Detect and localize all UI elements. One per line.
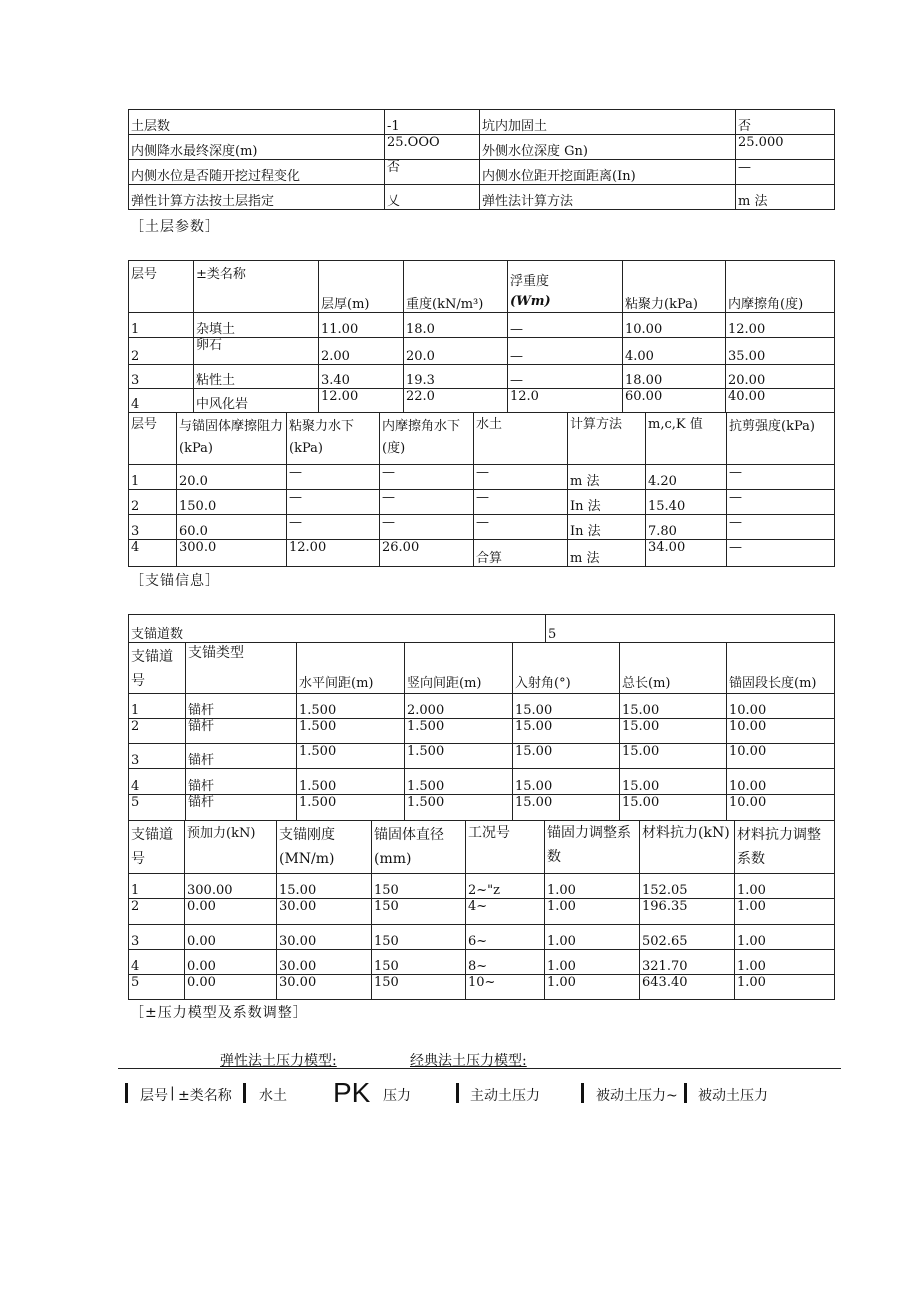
cell: 502.65: [640, 925, 735, 950]
header-cell: 内摩擦角(度): [726, 261, 835, 313]
anchor-count-value: 5: [546, 615, 835, 643]
cell: —: [380, 515, 474, 540]
cell: 12.00: [319, 389, 404, 413]
divider-glyph: |: [170, 1085, 175, 1101]
cell: —: [474, 490, 568, 515]
cell: 15.00: [620, 719, 727, 744]
cell: 1.500: [297, 744, 405, 769]
passive-pressure-label-1: 被动土压力~: [596, 1088, 678, 1104]
cell: 15.00: [620, 769, 727, 795]
summary-table: [128, 109, 835, 210]
cell: 中风化岩: [194, 389, 319, 413]
cell: —: [287, 465, 380, 490]
elastic-model-label: 弹性法土压力模型:: [220, 1053, 337, 1069]
header-cell: 支锚刚度(MN/m): [277, 821, 372, 874]
cell: 15.00: [620, 744, 727, 769]
cell: 3: [129, 515, 177, 540]
cell: —: [380, 490, 474, 515]
cell: 内侧水位是否随开挖过程变化: [129, 160, 385, 185]
cell: 22.0: [404, 389, 508, 413]
cell: 34.00: [646, 540, 727, 567]
cell: 15.40: [646, 490, 727, 515]
cell: —: [727, 490, 835, 515]
cell: 1: [129, 694, 186, 719]
cell: 0.00: [185, 899, 277, 925]
header-cell: 材料抗力调整系数: [735, 821, 835, 874]
cell: 1.00: [735, 950, 835, 975]
cell: 20.0: [404, 338, 508, 365]
header-cell: 支锚道号: [129, 821, 185, 874]
header-cell: 内摩擦角水下(度): [380, 413, 474, 465]
cell: 26.00: [380, 540, 474, 567]
cell: 7.80: [646, 515, 727, 540]
cell: 11.00: [319, 313, 404, 338]
cell: 1.00: [735, 925, 835, 950]
cell: 弹性计算方法按土层指定: [129, 185, 385, 210]
cell: 10~: [466, 975, 545, 1000]
cell: 30.00: [277, 899, 372, 925]
cell: 合算: [474, 540, 568, 567]
header-cell: 竖向间距(m): [405, 643, 513, 694]
cell: 300.00: [185, 874, 277, 899]
cell: 15.00: [620, 694, 727, 719]
header-cell: [508, 261, 623, 313]
header-cell: 水平间距(m): [297, 643, 405, 694]
cell: 12.0: [508, 389, 623, 413]
cell: 1.00: [735, 975, 835, 1000]
cell: 5: [129, 975, 185, 1000]
cell: 锚杆: [186, 694, 297, 719]
cell: 30.00: [277, 975, 372, 1000]
header-cell: 工况号: [466, 821, 545, 874]
pk-label: PK: [333, 1077, 371, 1108]
cell: 60.0: [177, 515, 287, 540]
cell: 25.000: [736, 135, 835, 160]
cell: 150.0: [177, 490, 287, 515]
cell: m 法: [568, 540, 646, 567]
cell: —: [727, 465, 835, 490]
header-cell: 预加力(kN): [185, 821, 277, 874]
cell: 150: [372, 874, 466, 899]
anchor-count-table: [128, 614, 835, 643]
cell: 否: [385, 160, 480, 185]
cell: 0.00: [185, 950, 277, 975]
cell: 粘性土: [194, 365, 319, 389]
cell: 60.00: [623, 389, 726, 413]
section-title-pressure: ［±压力模型及系数调整］: [130, 1005, 308, 1021]
cell: 150: [372, 950, 466, 975]
cell: —: [727, 540, 835, 567]
header-cell: m,c,K 值: [646, 413, 727, 465]
cell: 杂填土: [194, 313, 319, 338]
column-bar: [456, 1083, 459, 1103]
cell: 30.00: [277, 950, 372, 975]
cell: 3: [129, 365, 194, 389]
cell: —: [474, 465, 568, 490]
cell: 643.40: [640, 975, 735, 1000]
cell: 18.0: [404, 313, 508, 338]
cell: 1.500: [405, 795, 513, 821]
cell: 15.00: [277, 874, 372, 899]
cell: 0.00: [185, 975, 277, 1000]
cell: 锚杆: [186, 744, 297, 769]
cell: 1.500: [297, 694, 405, 719]
anchor-table-2: [128, 820, 835, 1000]
cell: 锚杆: [186, 769, 297, 795]
cell: 1: [129, 874, 185, 899]
cell: 锚杆: [186, 719, 297, 744]
cell: 25.OOO: [385, 135, 480, 160]
cell: —: [508, 365, 623, 389]
header-cell: 入射角(°): [513, 643, 620, 694]
cell: In 法: [568, 490, 646, 515]
cell: 4: [129, 540, 177, 567]
cell: 2.00: [319, 338, 404, 365]
cell: 15.00: [620, 795, 727, 821]
cell: m 法: [568, 465, 646, 490]
cell: 10.00: [727, 769, 835, 795]
cell: 10.00: [727, 795, 835, 821]
cell: —: [508, 313, 623, 338]
header-cell: 计算方法: [568, 413, 646, 465]
water-soil-label: 水土: [259, 1088, 287, 1104]
cell: 1.500: [405, 769, 513, 795]
column-bar: [581, 1083, 584, 1103]
column-bar: [243, 1083, 246, 1103]
passive-pressure-label-2: 被动土压力: [698, 1088, 768, 1104]
header-cell: 层号: [129, 413, 177, 465]
cell: 2.000: [405, 694, 513, 719]
cell: In 法: [568, 515, 646, 540]
cell: 150: [372, 899, 466, 925]
cell: 10.00: [623, 313, 726, 338]
cell: 6~: [466, 925, 545, 950]
cell: 1.00: [545, 874, 640, 899]
cell: 10.00: [727, 694, 835, 719]
header-cell: 粘聚力水下(kPa): [287, 413, 380, 465]
cell: 20.0: [177, 465, 287, 490]
header-cell: 抗剪强度(kPa): [727, 413, 835, 465]
cell: 外侧水位深度 Gn): [480, 135, 736, 160]
cell: —: [287, 490, 380, 515]
cell: 2: [129, 338, 194, 365]
cell: 1.00: [735, 874, 835, 899]
cell: -1: [385, 110, 480, 135]
cell: 1.00: [545, 925, 640, 950]
header-cell: 粘聚力(kPa): [623, 261, 726, 313]
float-weight-unit: (Wm): [510, 294, 551, 309]
cell: 8~: [466, 950, 545, 975]
soil-table-2: [128, 412, 835, 567]
cell: 卵石: [194, 338, 319, 365]
cell: —: [727, 515, 835, 540]
cell: 10.00: [727, 744, 835, 769]
cell: 1.500: [297, 769, 405, 795]
pressure-label: 压力: [383, 1088, 411, 1104]
cell: 40.00: [726, 389, 835, 413]
header-cell: 总长(m): [620, 643, 727, 694]
cell: 5: [129, 795, 186, 821]
cell: 10.00: [727, 719, 835, 744]
cell: 35.00: [726, 338, 835, 365]
cell: 否: [736, 110, 835, 135]
header-cell: 水土: [474, 413, 568, 465]
anchor-count-label: 支锚道数: [129, 615, 546, 643]
cell: m 法: [736, 185, 835, 210]
float-weight-label: 浮重度: [510, 274, 550, 289]
header-cell: 重度(kN/m³): [404, 261, 508, 313]
cell: 土层数: [129, 110, 385, 135]
column-bar: [125, 1083, 128, 1103]
header-cell: 锚固力调整系数: [545, 821, 640, 874]
header-cell: ±类名称: [194, 261, 319, 313]
cell: 3: [129, 744, 186, 769]
cell: 15.00: [513, 694, 620, 719]
pressure-header-row: [118, 1077, 818, 1108]
cell: 2: [129, 719, 186, 744]
cell: 1.500: [405, 719, 513, 744]
cell: 内侧水位距开挖面距离(In): [480, 160, 736, 185]
cell: 20.00: [726, 365, 835, 389]
cell: 150: [372, 975, 466, 1000]
cell: 4.00: [623, 338, 726, 365]
cell: 4: [129, 389, 194, 413]
cell: 3: [129, 925, 185, 950]
cell: —: [736, 160, 835, 185]
cell: 19.3: [404, 365, 508, 389]
anchor-table-1: [128, 642, 835, 821]
cell: 196.35: [640, 899, 735, 925]
cell: —: [508, 338, 623, 365]
section-title-anchor: ［支锚信息］: [130, 573, 220, 589]
cell: 1.500: [297, 719, 405, 744]
cell: 1: [129, 313, 194, 338]
cell: 1.00: [735, 899, 835, 925]
cell: 1.500: [297, 795, 405, 821]
header-cell: 材料抗力(kN): [640, 821, 735, 874]
cell: 18.00: [623, 365, 726, 389]
cell: —: [474, 515, 568, 540]
cell: 0.00: [185, 925, 277, 950]
header-cell: 支锚道号: [129, 643, 186, 694]
cell: 15.00: [513, 719, 620, 744]
cell: 1.00: [545, 899, 640, 925]
cell: 3.40: [319, 365, 404, 389]
cell: 12.00: [726, 313, 835, 338]
cell: 4~: [466, 899, 545, 925]
classic-model-label: 经典法土压力模型:: [410, 1053, 527, 1069]
cell: 内侧降水最终深度(m): [129, 135, 385, 160]
cell: 30.00: [277, 925, 372, 950]
cell: 12.00: [287, 540, 380, 567]
cell: 2~"z: [466, 874, 545, 899]
layer-no-label: 层号: [140, 1088, 168, 1104]
soil-name-label: ±类名称: [178, 1088, 232, 1104]
cell: 2: [129, 490, 177, 515]
cell: 15.00: [513, 744, 620, 769]
cell: 152.05: [640, 874, 735, 899]
header-cell: 层号: [129, 261, 194, 313]
cell: 1.00: [545, 975, 640, 1000]
cell: 4: [129, 950, 185, 975]
cell: 坑内加固土: [480, 110, 736, 135]
cell: —: [287, 515, 380, 540]
header-cell: 与锚固体摩擦阻力(kPa): [177, 413, 287, 465]
divider-line: [118, 1068, 841, 1069]
cell: 1: [129, 465, 177, 490]
cell: 锚杆: [186, 795, 297, 821]
cell: 300.0: [177, 540, 287, 567]
cell: 乂: [385, 185, 480, 210]
cell: 150: [372, 925, 466, 950]
header-cell: 层厚(m): [319, 261, 404, 313]
section-title-soil: ［土层参数］: [130, 219, 220, 235]
soil-table-1: [128, 260, 835, 413]
header-cell: 支锚类型: [186, 643, 297, 694]
cell: 15.00: [513, 769, 620, 795]
cell: 15.00: [513, 795, 620, 821]
header-cell: 锚固体直径(mm): [372, 821, 466, 874]
cell: 2: [129, 899, 185, 925]
header-cell: 锚固段长度(m): [727, 643, 835, 694]
cell: 4: [129, 769, 186, 795]
cell: 321.70: [640, 950, 735, 975]
cell: 1.500: [405, 744, 513, 769]
cell: 4.20: [646, 465, 727, 490]
cell: 1.00: [545, 950, 640, 975]
column-bar: [684, 1083, 687, 1103]
active-pressure-label: 主动土压力: [470, 1088, 540, 1104]
cell: 弹性法计算方法: [480, 185, 736, 210]
cell: —: [380, 465, 474, 490]
